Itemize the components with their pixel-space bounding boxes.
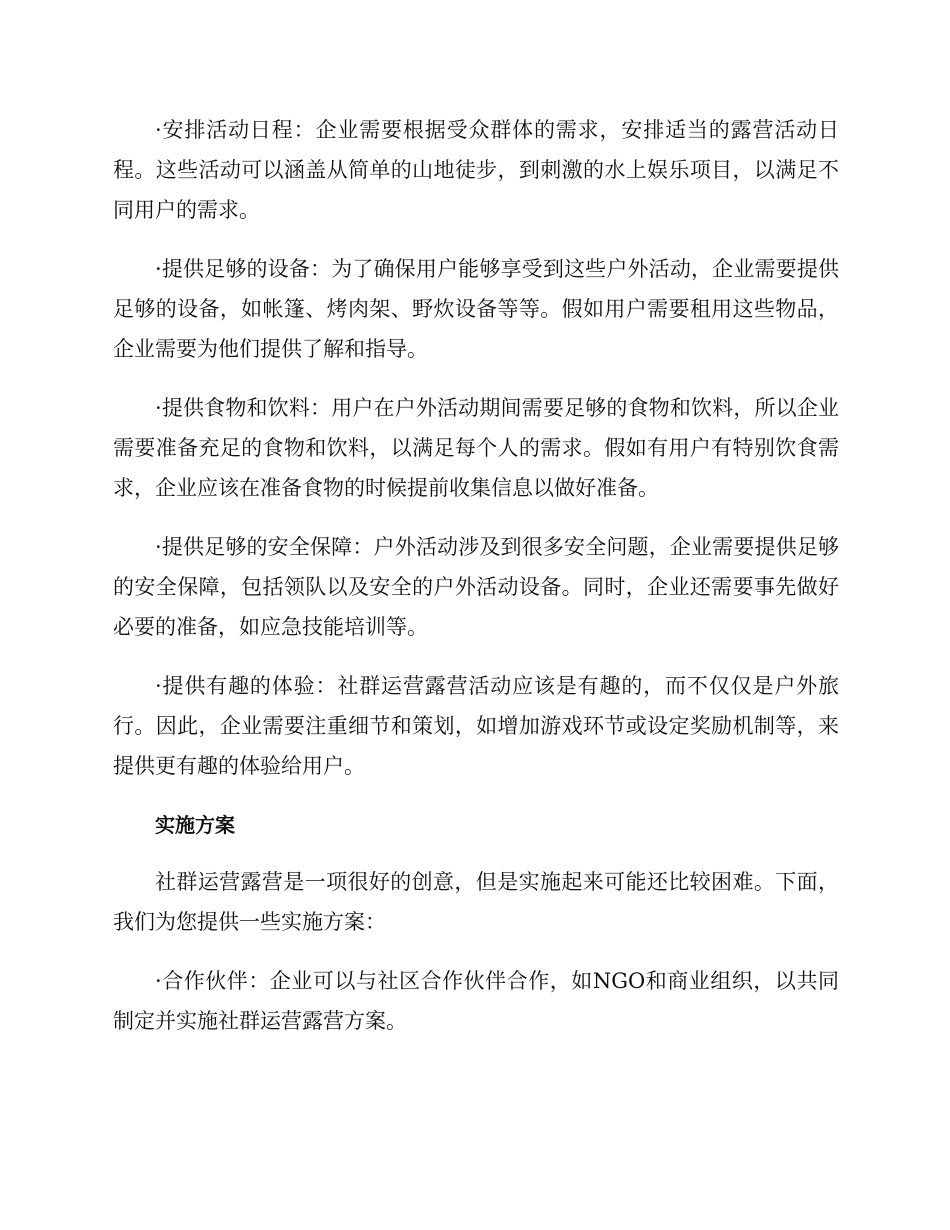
item-body: 用户在户外活动期间需要足够的食物和饮料，所以企业需要准备充足的食物和饮料，以满足每个人的需求。假如有用户有特别饮食需求，企业应该在准备食物的时候提前收集信息以做好准备。 bbox=[113, 396, 840, 500]
item-label: 提供食物和饮料 bbox=[161, 396, 311, 420]
list-item-food-drinks bbox=[113, 388, 839, 508]
bullet-dot: · bbox=[155, 257, 162, 281]
item-separator: ： bbox=[315, 674, 338, 698]
item-separator: ： bbox=[293, 118, 316, 142]
section-intro: 社群运营露营是一项很好的创意，但是实施起来可能还比较困难。下面，我们为您提供一些实施方案： bbox=[113, 870, 839, 934]
item-body: 企业需要根据受众群体的需求，安排适当的露营活动日程。这些活动可以涵盖从简单的山地徒步，到刺激的水上娱乐项目，以满足不同用户的需求。 bbox=[113, 118, 840, 222]
section-heading: 实施方案 bbox=[155, 813, 235, 837]
item-body: 为了确保用户能够享受到这些户外活动，企业需要提供足够的设备，如帐篷、烤肉架、野炊设备等等。假如用户需要租用这些物品，企业需要为他们提供了解和指导。 bbox=[113, 257, 840, 361]
item-separator: ： bbox=[352, 535, 374, 559]
list-item-equipment bbox=[113, 249, 839, 369]
list-item-partners bbox=[113, 961, 839, 1041]
item-label: 提供足够的设备 bbox=[161, 257, 311, 281]
bullet-dot: · bbox=[155, 969, 162, 993]
item-separator: ： bbox=[310, 396, 332, 420]
item-label: 提供足够的安全保障 bbox=[161, 535, 353, 559]
item-separator: ： bbox=[310, 257, 332, 281]
item-label: 提供有趣的体验 bbox=[161, 674, 316, 698]
bullet-dot: · bbox=[155, 118, 162, 142]
list-item-fun-experience bbox=[113, 666, 839, 786]
list-item-activity-schedule bbox=[113, 110, 839, 230]
list-item-safety bbox=[113, 527, 839, 647]
item-body: 社群运营露营活动应该是有趣的，而不仅仅是户外旅行。因此，企业需要注重细节和策划，如增加游戏环节或设定奖励机制等，来提供更有趣的体验给用户。 bbox=[113, 674, 840, 778]
item-label: 安排活动日程 bbox=[161, 118, 294, 142]
document-content bbox=[113, 110, 839, 1060]
bullet-dot: · bbox=[155, 674, 162, 698]
item-body: 户外活动涉及到很多安全问题，企业需要提供足够的安全保障，包括领队以及安全的户外活动设备。同时，企业还需要事先做好必要的准备，如应急技能培训等。 bbox=[113, 535, 840, 639]
item-label: 合作伙伴 bbox=[161, 969, 249, 993]
bullet-dot: · bbox=[155, 535, 162, 559]
item-body: 企业可以与社区合作伙伴合作，如NGO和商业组织，以共同制定并实施社群运营露营方案。 bbox=[113, 969, 839, 1033]
bullet-dot: · bbox=[155, 396, 162, 420]
item-separator: ： bbox=[248, 969, 270, 993]
